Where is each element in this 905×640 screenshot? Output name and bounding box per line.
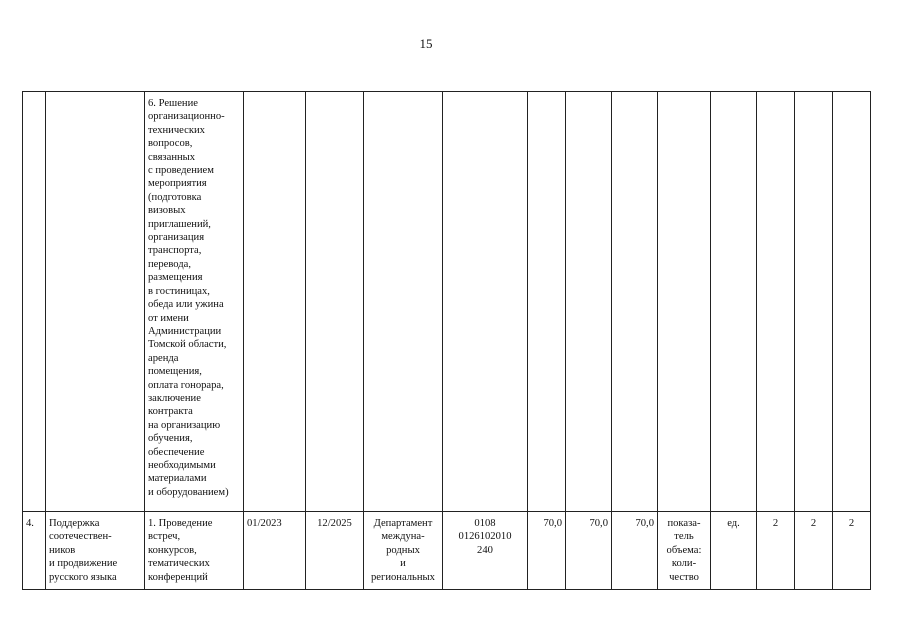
page-number: 15 — [419, 36, 433, 51]
cell-activity: 1. Проведение встреч, конкурсов, тематических конференций — [145, 512, 244, 590]
cell-value-2 — [566, 92, 612, 512]
cell-indicator: показа- тель объема: коли- чество — [658, 512, 711, 590]
cell-start-date — [244, 92, 306, 512]
cell-task — [46, 92, 145, 512]
cell-budget-code — [443, 92, 528, 512]
cell-task: Поддержка соотечествен- ников и продвижение русского языка — [46, 512, 145, 590]
document-table — [22, 91, 871, 590]
table-row — [23, 92, 871, 512]
cell-target-1 — [757, 92, 795, 512]
cell-target-3: 2 — [833, 512, 871, 590]
cell-value-2: 70,0 — [566, 512, 612, 590]
cell-number: 4. — [23, 512, 46, 590]
cell-budget-code: 0108 0126102010 240 — [443, 512, 528, 590]
cell-executor — [364, 92, 443, 512]
cell-value-3: 70,0 — [612, 512, 658, 590]
cell-indicator — [658, 92, 711, 512]
cell-target-3 — [833, 92, 871, 512]
cell-target-2: 2 — [795, 512, 833, 590]
cell-target-1: 2 — [757, 512, 795, 590]
cell-value-3 — [612, 92, 658, 512]
cell-value-1: 70,0 — [528, 512, 566, 590]
cell-executor: Департамент междуна- родных и региональных — [364, 512, 443, 590]
cell-start-date: 01/2023 — [244, 512, 306, 590]
cell-unit — [711, 92, 757, 512]
cell-end-date: 12/2025 — [306, 512, 364, 590]
cell-activity: 6. Решение организационно- технических вопросов, связанных с проведением мероприятия (подготовка визовых приглашений, организация транспорта, перевода, размещения в гостиницах, обеда или ужина от имени Администрации Томской области, аренда помещения, оплата гонорара, заключение контракта на организацию обучения, обеспечение необходимыми материалами и оборудованием) — [145, 92, 244, 512]
table-row — [23, 512, 871, 590]
cell-value-1 — [528, 92, 566, 512]
cell-target-2 — [795, 92, 833, 512]
cell-end-date — [306, 92, 364, 512]
cell-number — [23, 92, 46, 512]
cell-unit: ед. — [711, 512, 757, 590]
